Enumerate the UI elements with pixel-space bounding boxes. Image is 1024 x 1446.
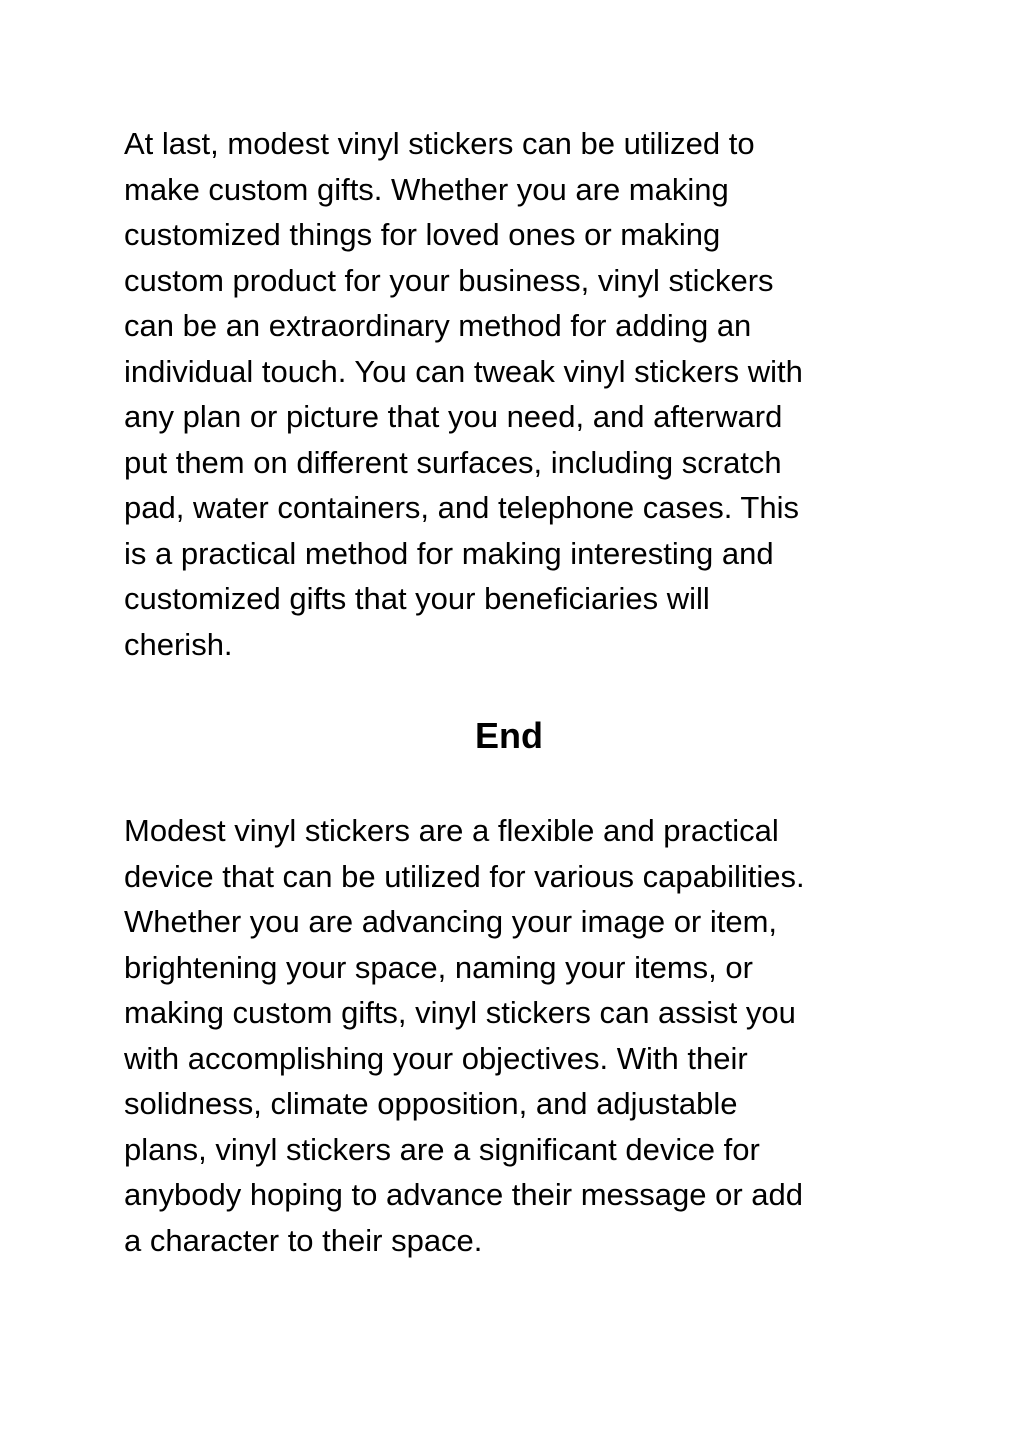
text-line: anybody hoping to advance their message or add bbox=[124, 1177, 804, 1212]
text-line: custom product for your business, vinyl stickers bbox=[124, 262, 774, 298]
text-line: customized gifts that your beneficiaries will bbox=[124, 581, 710, 616]
text-line: cherish. bbox=[124, 626, 233, 662]
text-line: individual touch. You can tweak vinyl stickers with bbox=[124, 353, 803, 389]
text-line: making custom gifts, vinyl stickers can assist you bbox=[124, 995, 796, 1030]
text-line: customized things for loved ones or making bbox=[124, 217, 721, 252]
text-line: solidness, climate opposition, and adjustable bbox=[124, 1086, 738, 1121]
text-line: pad, water containers, and telephone cases. This bbox=[124, 490, 799, 525]
text-line: Modest vinyl stickers are a flexible and practical bbox=[124, 813, 779, 848]
section-heading: End bbox=[475, 715, 543, 756]
paragraph-custom-gifts bbox=[124, 121, 803, 667]
text-line: make custom gifts. Whether you are making bbox=[124, 171, 729, 207]
text-line: any plan or picture that you need, and afterward bbox=[124, 399, 783, 434]
text-line: plans, vinyl stickers are a significant device for bbox=[124, 1131, 760, 1167]
paragraph-conclusion bbox=[124, 808, 805, 1263]
text-line: brightening your space, naming your items, or bbox=[124, 949, 753, 985]
text-line: a character to their space. bbox=[124, 1222, 483, 1258]
text-line: Whether you are advancing your image or item, bbox=[124, 904, 778, 939]
text-line: device that can be utilized for various capabilities. bbox=[124, 858, 805, 894]
text-line: is a practical method for making interesting and bbox=[124, 535, 774, 571]
text-line: with accomplishing your objectives. With their bbox=[124, 1040, 748, 1076]
text-line: At last, modest vinyl stickers can be utilized to bbox=[124, 126, 755, 161]
text-line: put them on different surfaces, including scratch bbox=[124, 444, 782, 480]
text-line: can be an extraordinary method for adding an bbox=[124, 308, 752, 343]
